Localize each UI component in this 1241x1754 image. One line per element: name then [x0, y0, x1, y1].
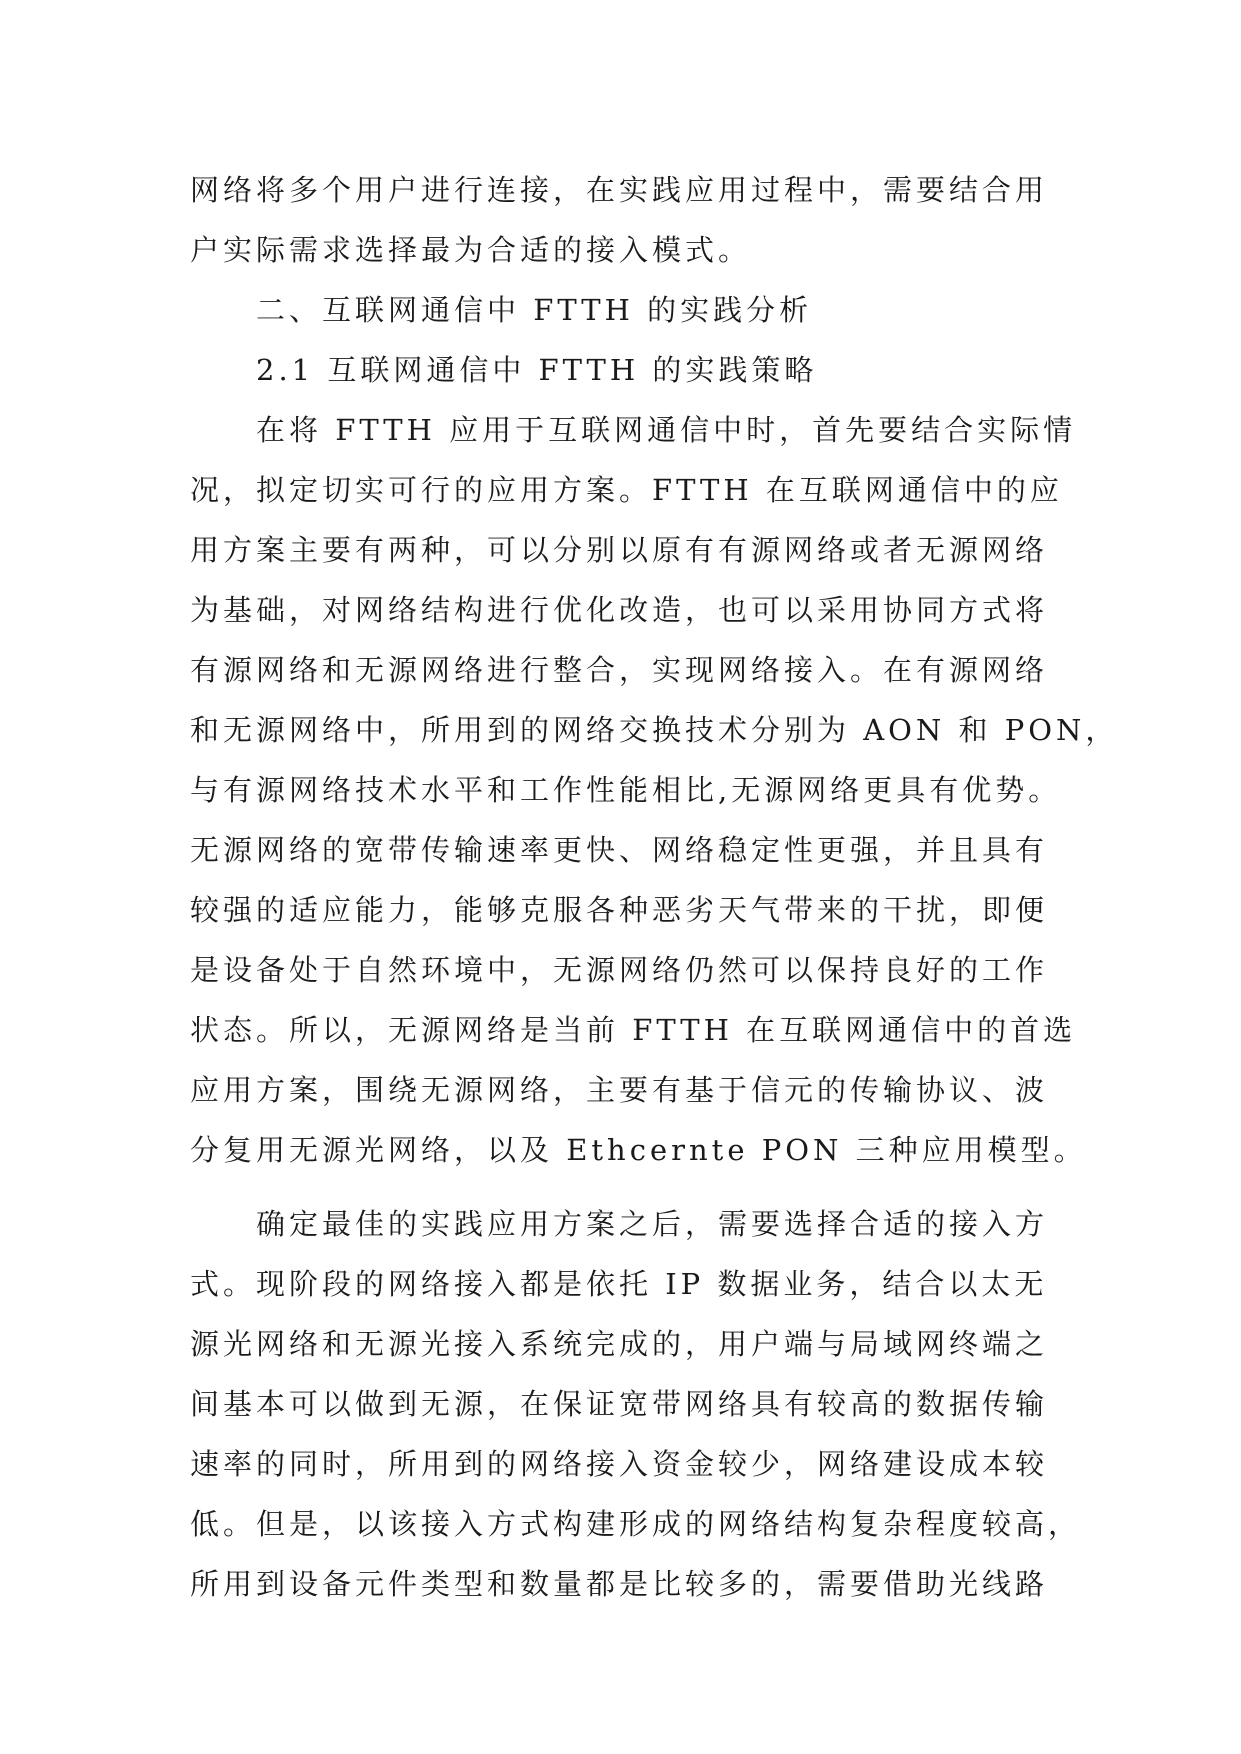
paragraph-first-line: 确定最佳的实践应用方案之后，需要选择合适的接入方 [256, 1207, 1049, 1241]
body-text [190, 160, 1119, 1614]
text-line: 无源网络的宽带传输速率更快、网络稳定性更强，并且具有 [190, 833, 1049, 867]
text-line: 较强的适应能力，能够克服各种恶劣天气带来的干扰，即便 [190, 893, 1049, 927]
paragraph-gap [190, 1180, 1070, 1194]
section-heading: 二、互联网通信中 FTTH 的实践分析 [256, 293, 813, 327]
text-line: 和无源网络中，所用到的网络交换技术分别为 AON 和 PON， [190, 713, 1119, 747]
text-line: 与有源网络技术水平和工作性能相比,无源网络更具有优势。 [190, 773, 1062, 807]
text-line: 有源网络和无源网络进行整合，实现网络接入。在有源网络 [190, 653, 1049, 687]
text-line: 户实际需求选择最为合适的接入模式。 [190, 233, 752, 267]
text-line: 应用方案，围绕无源网络，主要有基于信元的传输协议、波 [190, 1073, 1049, 1107]
text-line: 状态。所以，无源网络是当前 FTTH 在互联网通信中的首选 [190, 1013, 1077, 1047]
text-line: 间基本可以做到无源，在保证宽带网络具有较高的数据传输 [190, 1387, 1049, 1421]
text-line: 况，拟定切实可行的应用方案。FTTH 在互联网通信中的应 [190, 473, 1063, 507]
text-line: 分复用无源光网络，以及 Ethcernte PON 三种应用模型。 [190, 1133, 1087, 1167]
text-line: 是设备处于自然环境中，无源网络仍然可以保持良好的工作 [190, 953, 1049, 987]
text-line: 速率的同时，所用到的网络接入资金较少，网络建设成本较 [190, 1447, 1049, 1481]
text-line: 为基础，对网络结构进行优化改造，也可以采用协同方式将 [190, 593, 1049, 627]
text-line: 网络将多个用户进行连接，在实践应用过程中，需要结合用 [190, 173, 1049, 207]
text-line: 低。但是，以该接入方式构建形成的网络结构复杂程度较高， [190, 1507, 1082, 1541]
text-line: 用方案主要有两种，可以分别以原有有源网络或者无源网络 [190, 533, 1049, 567]
text-line: 所用到设备元件类型和数量都是比较多的，需要借助光线路 [190, 1567, 1049, 1601]
text-line: 式。现阶段的网络接入都是依托 IP 数据业务，结合以太无 [190, 1267, 1048, 1301]
paragraph-first-line: 在将 FTTH 应用于互联网通信中时，首先要结合实际情 [256, 413, 1077, 447]
subsection-heading: 2.1 互联网通信中 FTTH 的实践策略 [256, 353, 818, 387]
text-line: 源光网络和无源光接入系统完成的，用户端与局域网终端之 [190, 1327, 1049, 1361]
